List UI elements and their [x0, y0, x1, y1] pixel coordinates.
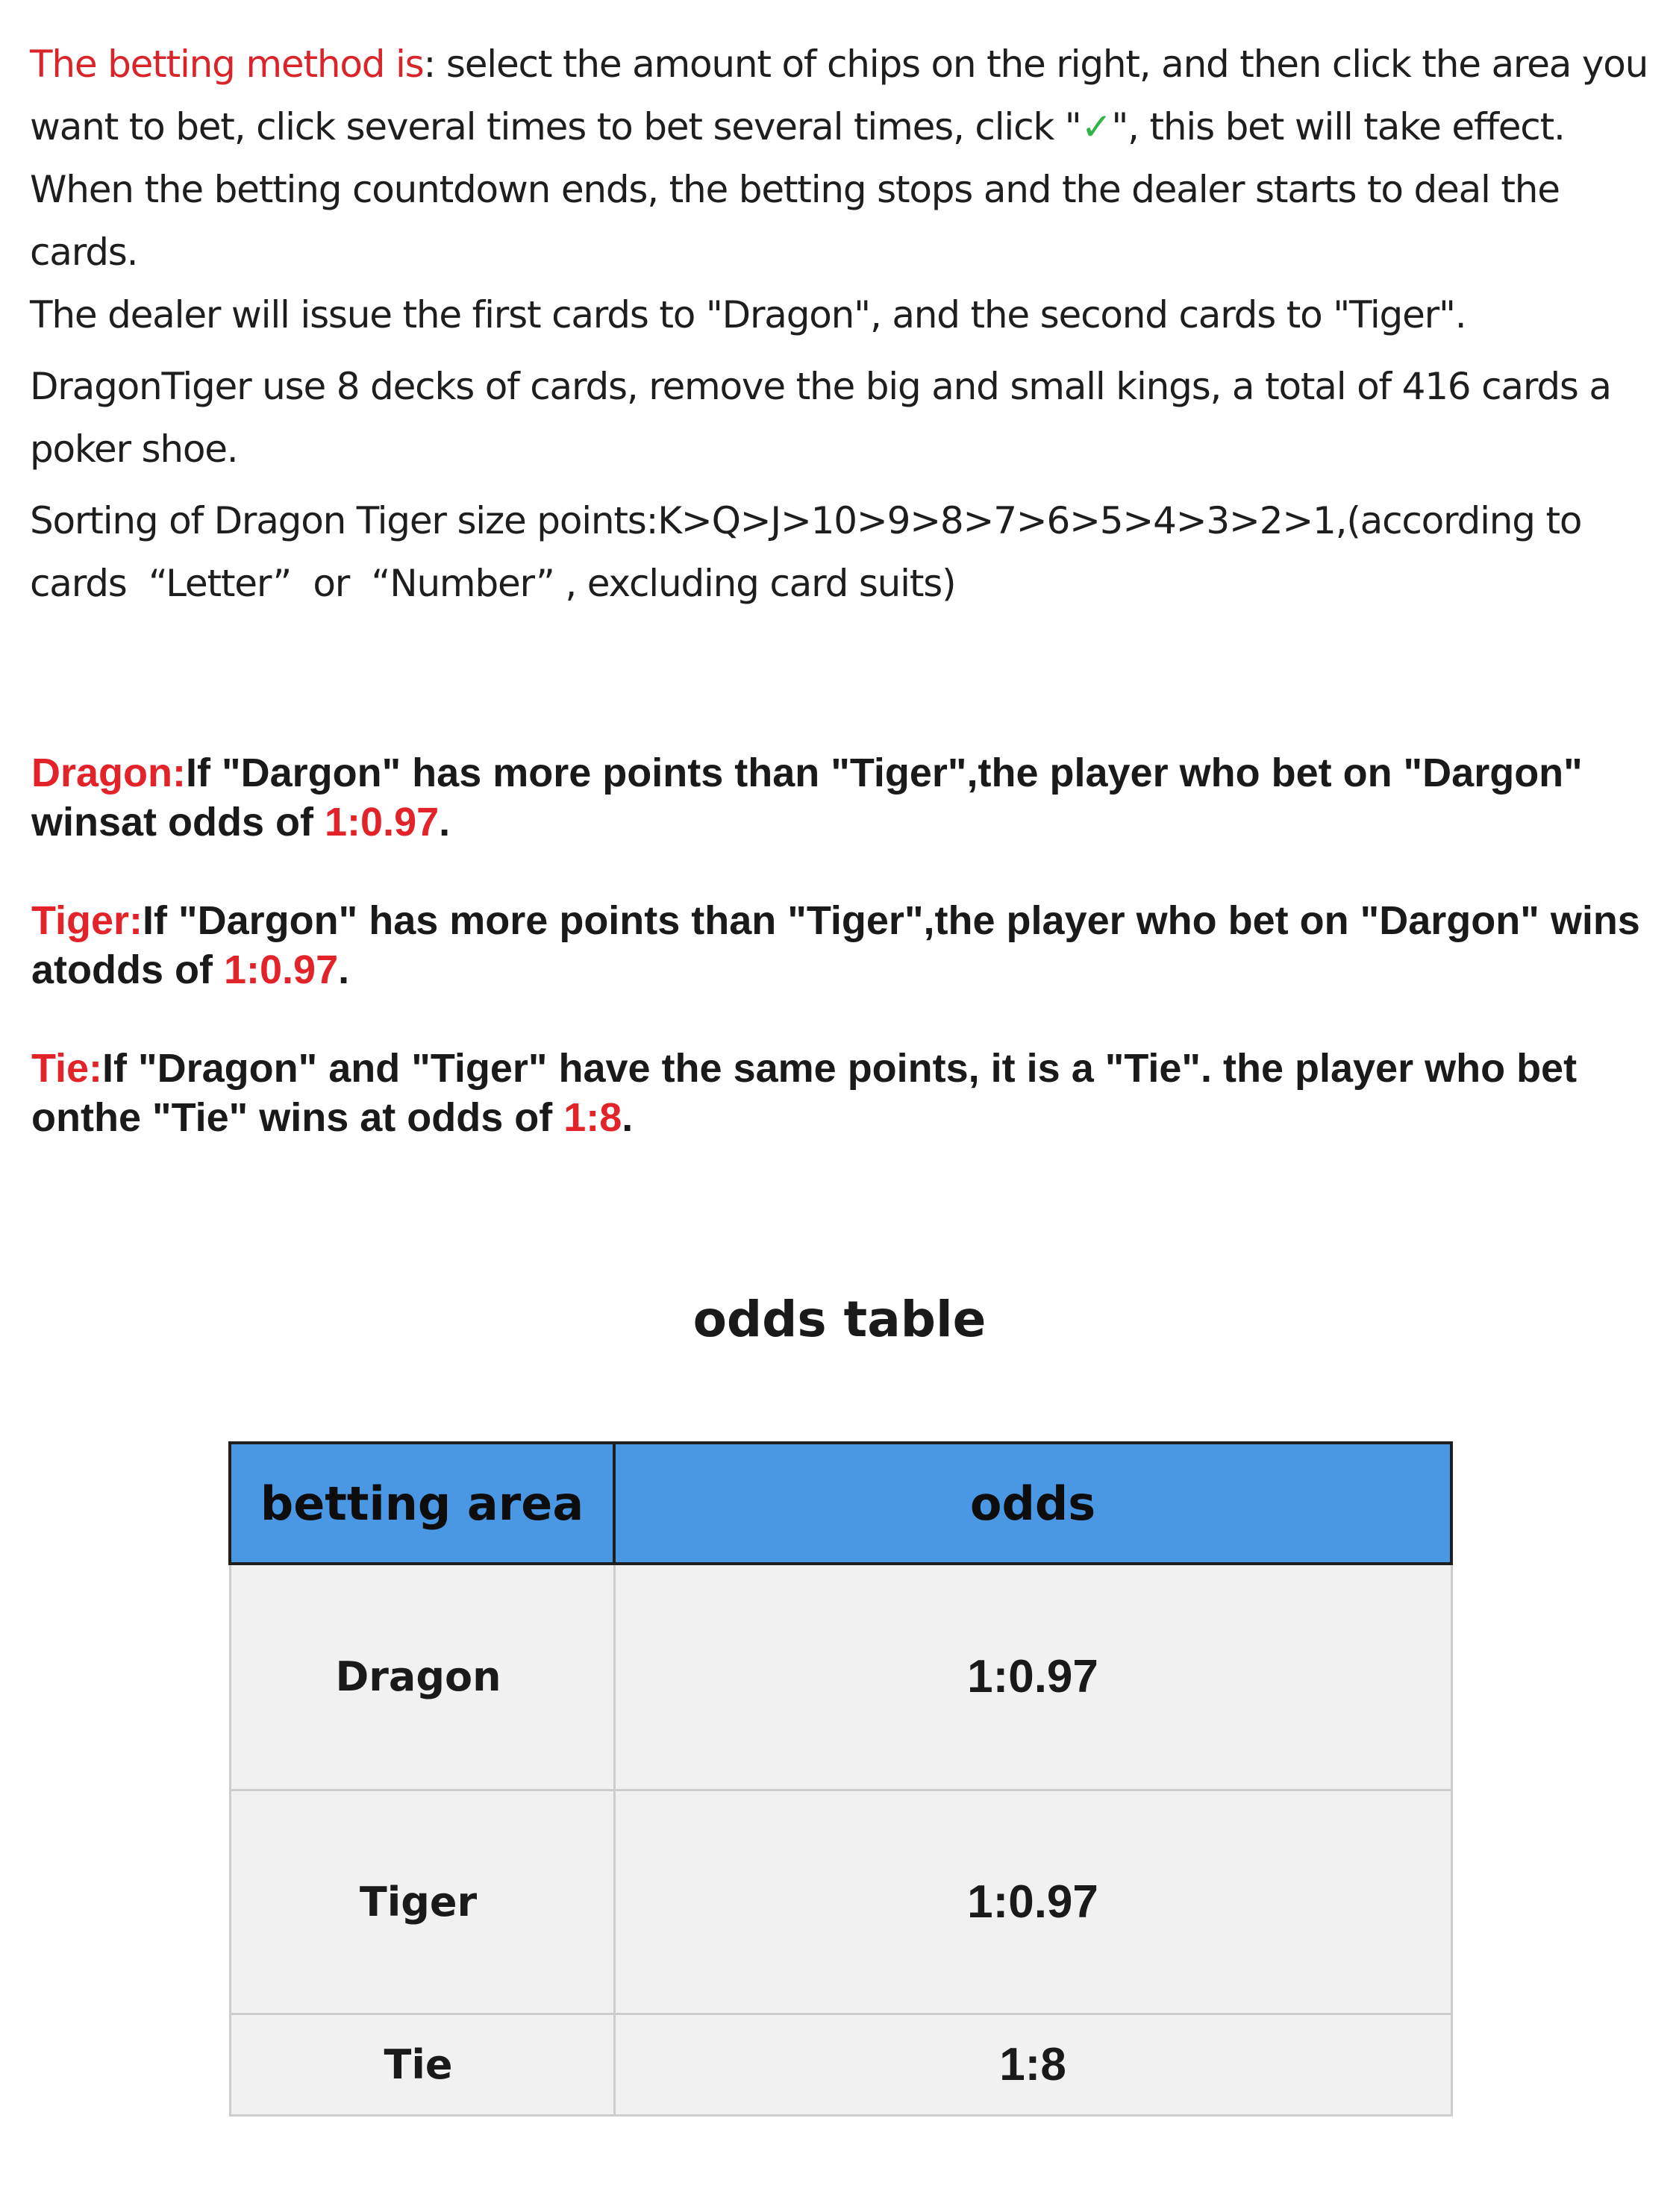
- tie-rule-odds: 1:8: [563, 1095, 622, 1140]
- deck-paragraph: DragonTiger use 8 decks of cards, remove the big and small kings, a total of 416 cards a poker shoe.: [30, 365, 1611, 471]
- tiger-rule: [31, 896, 1658, 994]
- odds-table: [228, 1441, 1453, 2117]
- betting-instructions: [30, 33, 1657, 615]
- dragon-rule-label: Dragon:: [31, 751, 186, 795]
- odds-cell: 1:0.97: [614, 1564, 1451, 1790]
- deal-order-paragraph: The dealer will issue the first cards to "Dragon", and the second cards to "Tiger".: [30, 293, 1466, 336]
- odds-header: odds: [614, 1443, 1451, 1564]
- dragon-rule-text: If "Dargon" has more points than "Tiger",the player who bet on "Dargon" winsat odds of: [31, 751, 1583, 845]
- check-icon: ✓: [1081, 105, 1112, 148]
- betting-area-cell: Dragon: [230, 1564, 614, 1790]
- tie-rule-text: If "Dragon" and "Tiger" have the same points, it is a "Tie". the player who bet onthe "Tie" wins at odds of: [31, 1046, 1578, 1140]
- betting-method-text-a: : select the amount of chips on the right, and then click the area you want to bet, click several times to bet several times, click ": [30, 43, 1648, 148]
- dragon-rule-end: .: [439, 800, 451, 845]
- betting-area-cell: Tiger: [230, 1790, 614, 2014]
- tiger-rule-label: Tiger:: [31, 898, 143, 943]
- odds-cell: 1:0.97: [614, 1790, 1451, 2014]
- odds-cell: 1:8: [614, 2014, 1451, 2115]
- betting-method-paragraph: [30, 33, 1657, 158]
- table-row: [230, 1790, 1451, 2014]
- tie-rule: [31, 1044, 1658, 1142]
- tiger-rule-end: .: [338, 947, 350, 992]
- betting-area-cell: Tie: [230, 2014, 614, 2115]
- tie-rule-end: .: [622, 1095, 634, 1140]
- betting-area-header: betting area: [230, 1443, 614, 1564]
- dragon-rule-odds: 1:0.97: [325, 800, 440, 845]
- odds-table-header-row: [230, 1443, 1451, 1564]
- betting-method-label: The betting method is: [30, 43, 424, 86]
- table-row: [230, 2014, 1451, 2115]
- betting-method-text-b: ", this bet will take effect.: [1111, 105, 1565, 148]
- table-row: [230, 1564, 1451, 1790]
- tiger-rule-odds: 1:0.97: [223, 947, 339, 992]
- sorting-paragraph: Sorting of Dragon Tiger size points:K>Q>J>10>9>8>7>6>5>4>3>2>1,(according to cards “Letter” or “Number” , excluding card suits): [30, 499, 1582, 605]
- dragon-rule: [31, 748, 1658, 847]
- countdown-paragraph: When the betting countdown ends, the betting stops and the dealer starts to deal the cards.: [30, 168, 1560, 274]
- tie-rule-label: Tie:: [31, 1046, 103, 1091]
- odds-table-title: odds table: [692, 1291, 987, 1348]
- tiger-rule-text: If "Dargon" has more points than "Tiger",the player who bet on "Dargon" wins atodds of: [31, 898, 1640, 992]
